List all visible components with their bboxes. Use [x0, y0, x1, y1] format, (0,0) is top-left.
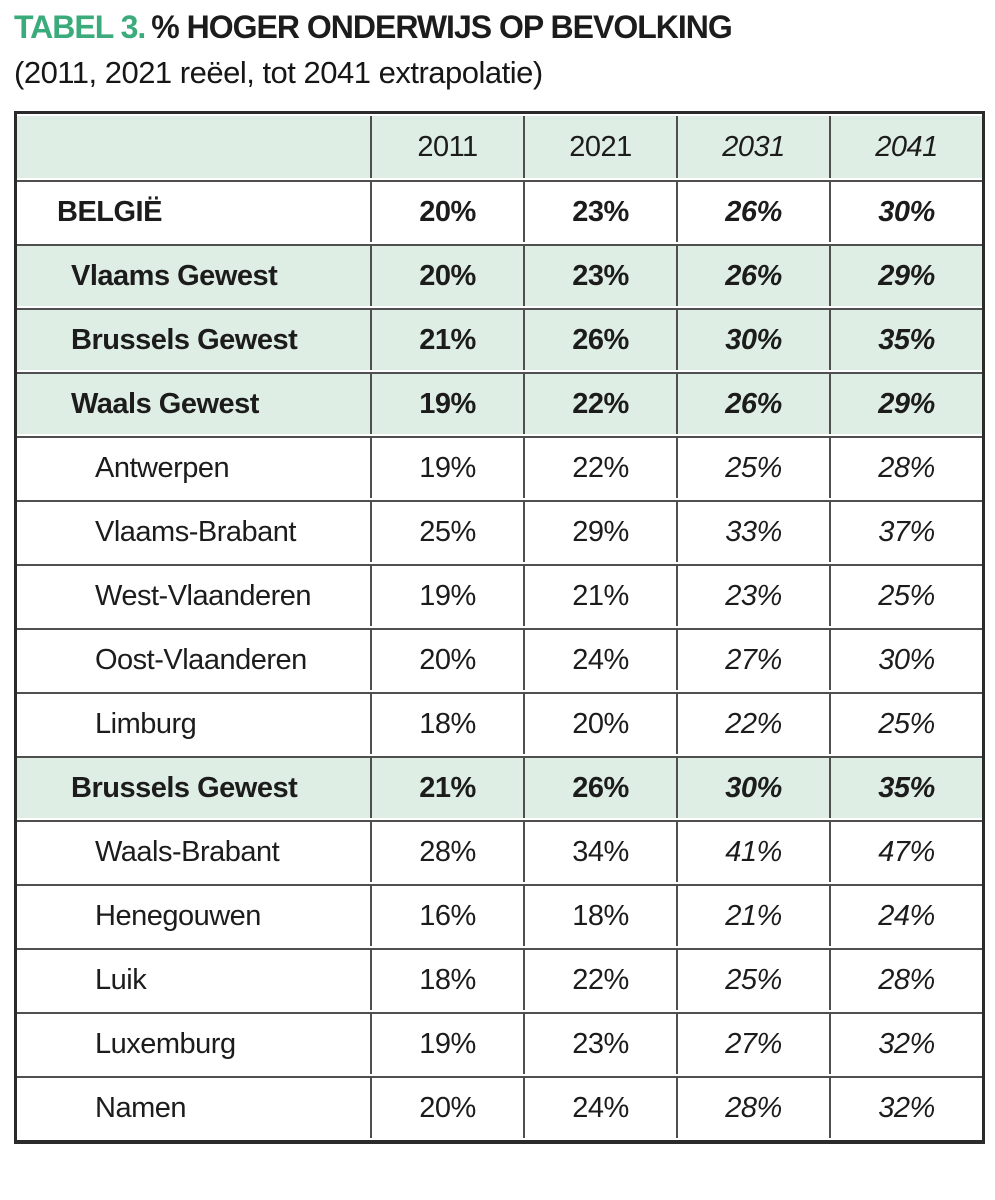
data-table — [14, 111, 985, 1144]
table-row — [17, 756, 982, 818]
row-value: 32% — [829, 1076, 982, 1138]
row-value: 23% — [523, 244, 676, 306]
table-row — [17, 244, 982, 306]
row-value: 30% — [676, 756, 829, 818]
row-value: 20% — [370, 628, 523, 690]
row-value: 19% — [370, 564, 523, 626]
row-value: 35% — [829, 756, 982, 818]
header-cell-empty — [17, 116, 370, 178]
row-label: West-Vlaanderen — [17, 564, 370, 626]
row-value: 29% — [829, 244, 982, 306]
row-value: 20% — [370, 180, 523, 242]
row-value: 29% — [829, 372, 982, 434]
row-value: 30% — [829, 628, 982, 690]
row-value: 25% — [829, 564, 982, 626]
row-value: 19% — [370, 1012, 523, 1074]
row-value: 41% — [676, 820, 829, 882]
table-row — [17, 500, 982, 562]
row-value: 21% — [370, 756, 523, 818]
row-value: 21% — [370, 308, 523, 370]
row-value: 35% — [829, 308, 982, 370]
header-cell-2011: 2011 — [370, 116, 523, 178]
row-label: Waals Gewest — [17, 372, 370, 434]
table-body — [17, 180, 982, 1138]
header-cell-2021: 2021 — [523, 116, 676, 178]
table-number-label: TABEL 3. — [14, 9, 146, 45]
row-value: 25% — [676, 948, 829, 1010]
row-value: 28% — [676, 1076, 829, 1138]
row-value: 26% — [676, 372, 829, 434]
header-row — [17, 116, 982, 178]
table-row — [17, 436, 982, 498]
row-value: 22% — [523, 372, 676, 434]
page-title — [14, 10, 981, 45]
table-header — [17, 116, 982, 178]
table-row — [17, 692, 982, 754]
row-value: 25% — [676, 436, 829, 498]
row-value: 30% — [676, 308, 829, 370]
row-value: 24% — [829, 884, 982, 946]
row-label: Brussels Gewest — [17, 756, 370, 818]
row-label: Vlaams-Brabant — [17, 500, 370, 562]
row-value: 22% — [523, 436, 676, 498]
table-subtitle: (2011, 2021 reëel, tot 2041 extrapolatie) — [14, 55, 543, 91]
row-label: Luik — [17, 948, 370, 1010]
row-value: 37% — [829, 500, 982, 562]
row-value: 23% — [676, 564, 829, 626]
row-value: 28% — [829, 948, 982, 1010]
row-label: Vlaams Gewest — [17, 244, 370, 306]
row-value: 22% — [676, 692, 829, 754]
row-value: 29% — [523, 500, 676, 562]
row-label: BELGIË — [17, 180, 370, 242]
table-row — [17, 308, 982, 370]
header-cell-2031: 2031 — [676, 116, 829, 178]
row-value: 19% — [370, 372, 523, 434]
row-value: 25% — [829, 692, 982, 754]
table-row — [17, 180, 982, 242]
row-value: 34% — [523, 820, 676, 882]
row-label: Luxemburg — [17, 1012, 370, 1074]
table-row — [17, 628, 982, 690]
row-value: 28% — [829, 436, 982, 498]
table-row — [17, 564, 982, 626]
table-row — [17, 1076, 982, 1138]
row-value: 21% — [523, 564, 676, 626]
table-row — [17, 1012, 982, 1074]
row-label: Limburg — [17, 692, 370, 754]
row-value: 16% — [370, 884, 523, 946]
row-label: Henegouwen — [17, 884, 370, 946]
row-value: 24% — [523, 1076, 676, 1138]
row-value: 19% — [370, 436, 523, 498]
row-value: 26% — [676, 180, 829, 242]
row-value: 24% — [523, 628, 676, 690]
row-value: 26% — [523, 756, 676, 818]
row-value: 20% — [370, 1076, 523, 1138]
row-label: Brussels Gewest — [17, 308, 370, 370]
row-value: 20% — [370, 244, 523, 306]
row-value: 18% — [370, 948, 523, 1010]
row-value: 32% — [829, 1012, 982, 1074]
row-value: 25% — [370, 500, 523, 562]
table-row — [17, 948, 982, 1010]
row-label: Waals-Brabant — [17, 820, 370, 882]
table-title-text: % HOGER ONDERWIJS OP BEVOLKING — [151, 9, 732, 45]
row-value: 28% — [370, 820, 523, 882]
row-value: 21% — [676, 884, 829, 946]
row-value: 26% — [676, 244, 829, 306]
row-value: 27% — [676, 628, 829, 690]
row-label: Oost-Vlaanderen — [17, 628, 370, 690]
row-value: 23% — [523, 1012, 676, 1074]
row-value: 22% — [523, 948, 676, 1010]
table-row — [17, 820, 982, 882]
row-value: 47% — [829, 820, 982, 882]
row-value: 30% — [829, 180, 982, 242]
row-value: 20% — [523, 692, 676, 754]
table-row — [17, 884, 982, 946]
row-value: 18% — [523, 884, 676, 946]
row-label: Antwerpen — [17, 436, 370, 498]
row-value: 27% — [676, 1012, 829, 1074]
header-cell-2041: 2041 — [829, 116, 982, 178]
row-label: Namen — [17, 1076, 370, 1138]
row-value: 18% — [370, 692, 523, 754]
table-row — [17, 372, 982, 434]
row-value: 33% — [676, 500, 829, 562]
row-value: 23% — [523, 180, 676, 242]
row-value: 26% — [523, 308, 676, 370]
